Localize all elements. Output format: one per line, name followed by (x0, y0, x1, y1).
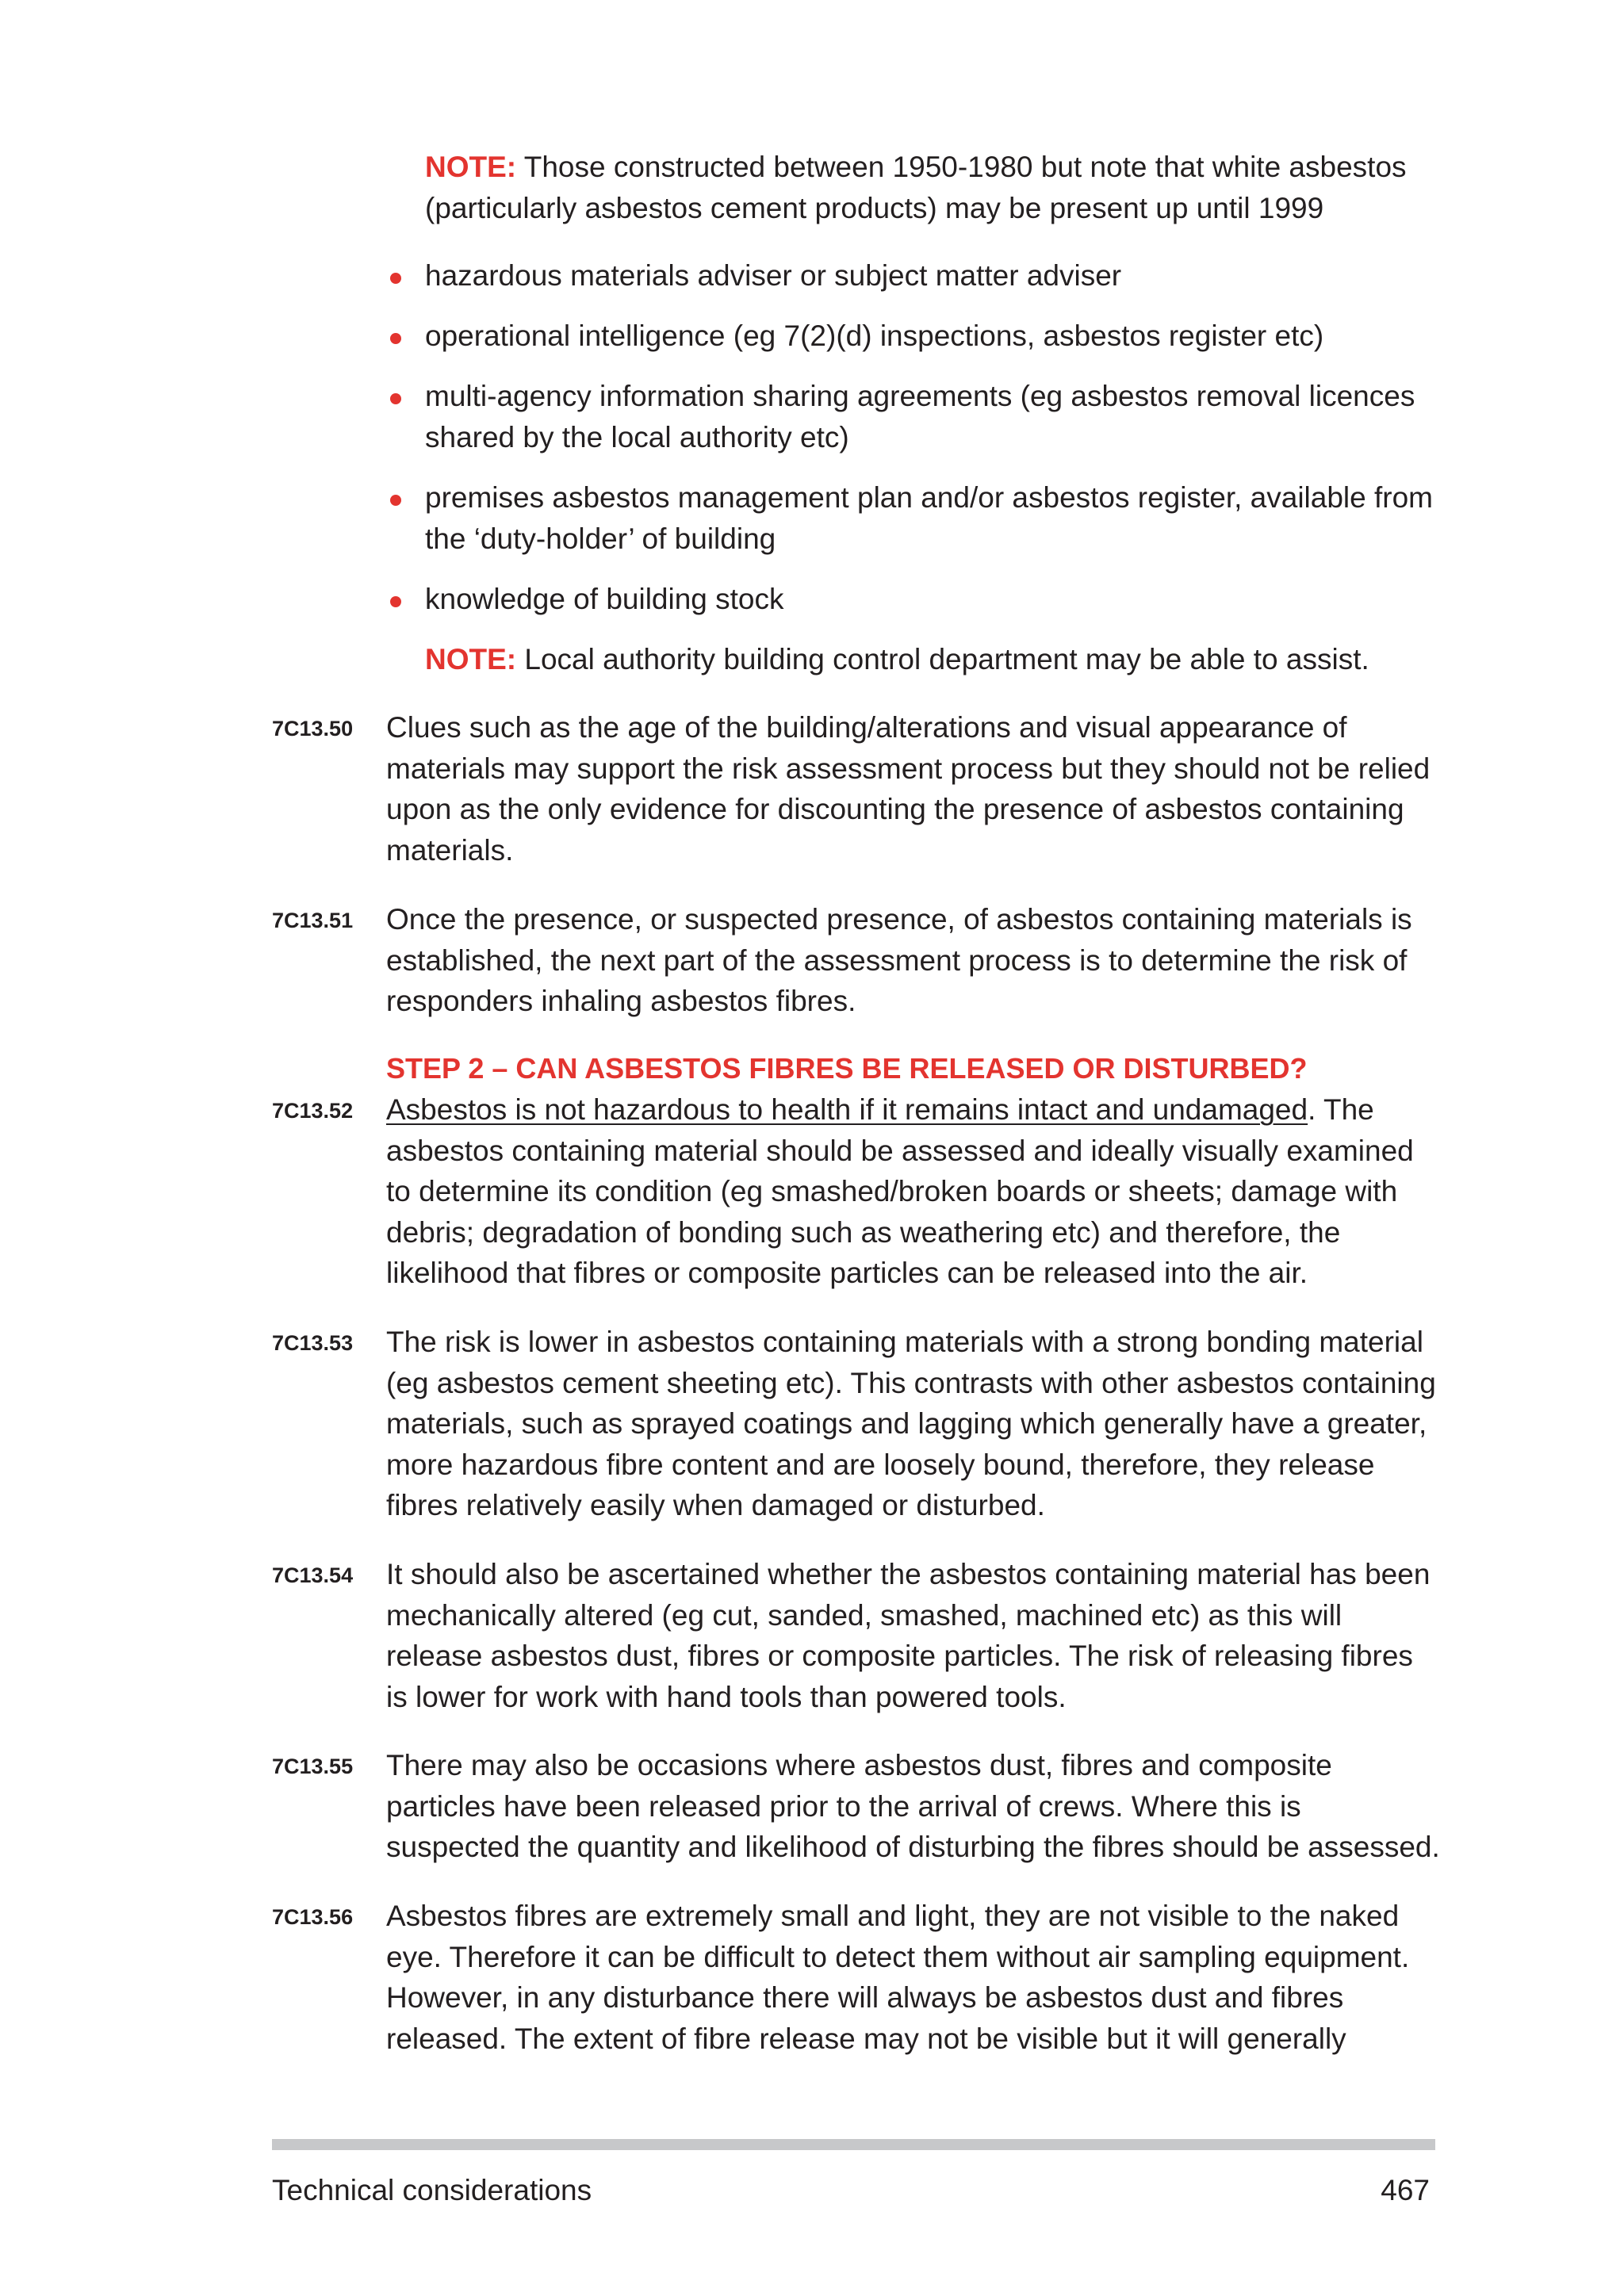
list-item-text: knowledge of building stock (425, 583, 784, 615)
bullet-dot-icon (390, 596, 401, 607)
bullet-dot-icon (390, 333, 401, 344)
section-heading: STEP 2 – CAN ASBESTOS FIBRES BE RELEASED OR DISTURBED? (386, 1052, 1308, 1085)
paragraph-text: There may also be occasions where asbestos dust, fibres and composite particles have been released prior to the arrival of crews. Where this is suspected the quantity and likelihood of disturbing the fibres should be assessed. (386, 1749, 1440, 1863)
note-bottom (425, 639, 1448, 680)
page-number: 467 (1381, 2174, 1430, 2206)
underlined-statement: Asbestos is not hazardous to health if it remains intact and undamaged (386, 1093, 1308, 1126)
footer-section-title: Technical considerations (272, 2174, 592, 2206)
paragraph-number: 7C13.56 (272, 1905, 354, 1929)
paragraph-text: It should also be ascertained whether the asbestos containing material has been mechanically altered (eg cut, sanded, smashed, machined etc) as this will release asbestos dust, fibres or composite particles. The risk of releasing fibres is lower for work with hand tools than powered tools. (386, 1558, 1431, 1713)
note-label: NOTE: (425, 151, 517, 183)
list-item (425, 255, 1448, 297)
list-item-text: operational intelligence (eg 7(2)(d) inspections, asbestos register etc) (425, 320, 1324, 352)
paragraph-text: Clues such as the age of the building/alterations and visual appearance of materials may support the risk assessment process but they should not be relied upon as the only evidence for discounting the presence of asbestos containing materials. (386, 711, 1431, 867)
paragraph-text: The risk is lower in asbestos containing materials with a strong bonding material (eg asbestos cement sheeting etc). This contrasts with other asbestos containing materials, such as sprayed coatings and lagging which generally have a greater, more hazardous fibre content and are loosely bound, therefore, they release fibres relatively easily when damaged or disturbed. (386, 1326, 1436, 1521)
note-text: Local authority building control department may be able to assist. (516, 643, 1369, 675)
note-top (425, 147, 1448, 228)
note-label: NOTE: (425, 643, 517, 675)
paragraph-number: 7C13.50 (272, 717, 354, 740)
list-item-text: multi-agency information sharing agreements (eg asbestos removal licences shared by the local authority etc) (425, 380, 1415, 453)
list-item-text: premises asbestos management plan and/or asbestos register, available from the ‘duty-holder’ of building (425, 481, 1434, 555)
paragraph-number: 7C13.55 (272, 1755, 354, 1778)
paragraph-number: 7C13.52 (272, 1099, 354, 1123)
paragraph-number: 7C13.51 (272, 909, 354, 932)
list-item (425, 316, 1448, 357)
bullet-dot-icon (390, 495, 401, 506)
paragraph-number: 7C13.54 (272, 1563, 354, 1587)
list-item (425, 376, 1448, 457)
bullet-dot-icon (390, 393, 401, 404)
paragraph-text (386, 1089, 1441, 1294)
list-item (425, 579, 1448, 620)
note-text: Those constructed between 1950-1980 but note that white asbestos (particularly asbestos cement products) may be present up until 1999 (425, 151, 1407, 224)
paragraph-number: 7C13.53 (272, 1331, 354, 1355)
paragraph-text: Asbestos fibres are extremely small and light, they are not visible to the naked eye. Therefore it can be difficult to detect them without air sampling equipment. However, in any disturbance there will always be asbestos dust and fibres released. The extent of fibre release may not be visible but it will generally (386, 1900, 1410, 2055)
bullet-dot-icon (390, 273, 401, 284)
paragraph-text: Once the presence, or suspected presence, of asbestos containing materials is established, the next part of the assessment process is to determine the risk of responders inhaling asbestos fibres. (386, 903, 1412, 1017)
footer-rule (272, 2139, 1435, 2150)
paragraph-text-rest: . The asbestos containing material should be assessed and ideally visually examined to determine its condition (eg smashed/broken boards or sheets; damage with debris; degradation of bonding such as weathering etc) and therefore, the likelihood that fibres or composite particles can be released into the air. (386, 1093, 1414, 1289)
list-item-text: hazardous materials adviser or subject matter adviser (425, 259, 1122, 292)
list-item (425, 477, 1448, 559)
